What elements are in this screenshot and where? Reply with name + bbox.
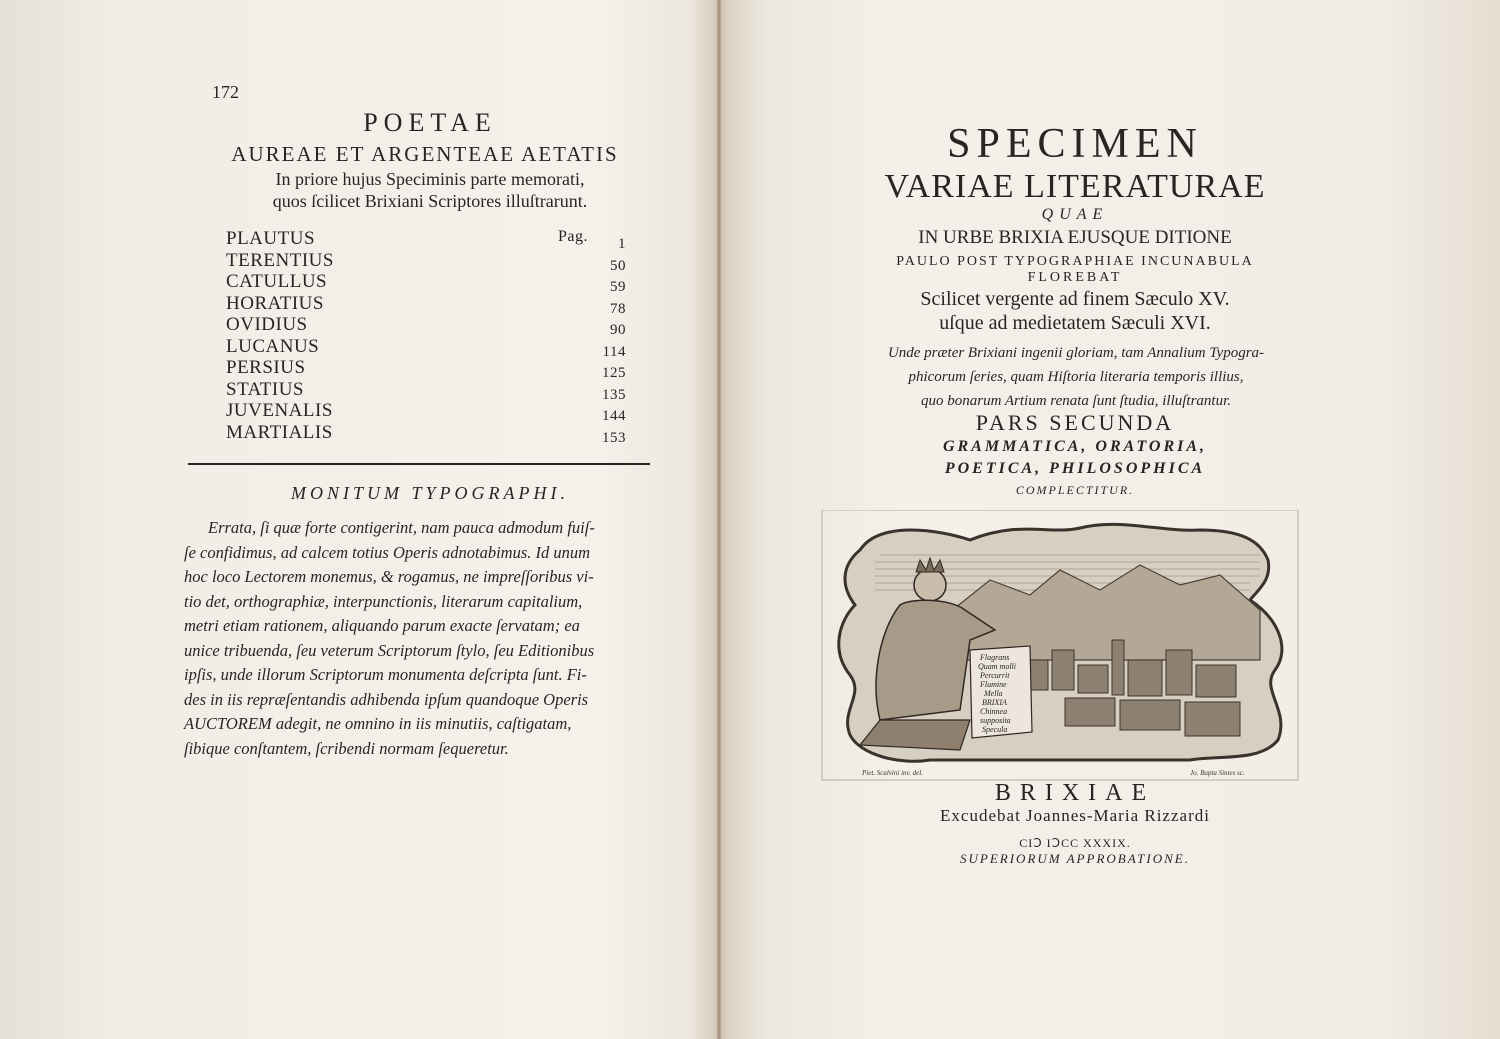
engraving-illustration — [820, 510, 1300, 782]
poetae-note-line: In priore hujus Speciminis parte memorati, — [275, 169, 585, 189]
book-gutter — [716, 0, 722, 1039]
poet-name: STATIUS — [226, 378, 304, 400]
scroll-line: Chinnea — [980, 707, 1008, 716]
title-grammatica: GRAMMATICA, ORATORIA, — [942, 438, 1208, 455]
left-page — [140, 70, 680, 970]
poet-index-list — [226, 228, 626, 446]
unde-line: phicorum ſeries, quam Hiſtoria literaria temporis illius, — [908, 369, 1244, 385]
poet-page: 114 — [602, 343, 626, 360]
title-usque: uſque ad medietatem Sæculi XVI. — [939, 312, 1211, 334]
monitum-line: des in iis repræſentandis adhibenda ipſum quandoque Operis — [184, 689, 589, 709]
poetae-heading: POETAE — [363, 108, 497, 137]
title-variae: VARIAE LITERATURAE — [884, 168, 1266, 205]
inscribed-scroll — [970, 646, 1032, 738]
monitum-line: ſe confidimus, ad calcem totius Operis adnotabimus. Id unum — [184, 542, 591, 562]
scroll-line: Percurrit — [980, 671, 1010, 680]
unde-line: Unde præter Brixiani ingenii gloriam, tam Annalium Typogra- — [887, 345, 1265, 361]
list-item — [226, 250, 626, 272]
scroll-line: Specula — [982, 725, 1008, 734]
poet-name: MARTIALIS — [226, 421, 333, 443]
title-specimen: SPECIMEN — [947, 121, 1203, 167]
poet-page: 50 — [610, 257, 626, 274]
monitum-heading: MONITUM TYPOGRAPHI. — [291, 483, 569, 503]
title-poetica: POETICA, PHILOSOPHICA — [944, 460, 1206, 477]
poet-page: 135 — [602, 386, 626, 403]
monitum-line: ſibique conſtantem, ſcribendi normam ſequeretur. — [184, 738, 509, 758]
poet-page: 153 — [602, 429, 626, 446]
poet-page: 144 — [602, 408, 626, 424]
divider-rule — [188, 463, 650, 465]
engraving-credit-left: Piet. Scalvini inv. del. — [862, 769, 923, 777]
list-item — [226, 336, 626, 358]
unde-line: quo bonarum Artium renata ſunt ſtudia, illuſtrantur. — [920, 393, 1232, 409]
poet-name: LUCANUS — [226, 335, 320, 357]
page-number: 172 — [212, 82, 239, 102]
title-complectitur: COMPLECTITUR. — [1015, 483, 1135, 497]
monitum-line: Errata, ſi quæ forte contigerint, nam pauca admodum fuiſ- — [208, 518, 595, 537]
list-item — [226, 293, 626, 315]
poet-page: 1 — [618, 236, 626, 252]
scroll-line: Flumine — [980, 680, 1007, 689]
monitum-line: hoc loco Lectorem monemus, & rogamus, ne impreſſoribus vi- — [184, 567, 594, 586]
list-item — [226, 422, 626, 444]
poet-name: OVIDIUS — [226, 314, 308, 335]
imprint-printer: Excudebat Joannes-Maria Rizzardi — [940, 806, 1210, 825]
monitum-line: ipſis, unde illorum Scriptorum monumenta deſcripta ſunt. Fi- — [184, 665, 587, 684]
title-unde-paragraph — [826, 341, 1326, 413]
title-paulo: PAULO POST TYPOGRAPHIAE INCUNABULA — [896, 254, 1254, 269]
monitum-paragraph — [184, 516, 654, 761]
poet-name: PERSIUS — [226, 357, 306, 378]
poetae-note-line: quos ſcilicet Brixiani Scriptores illuſtrarunt. — [272, 191, 588, 211]
poet-name: TERENTIUS — [226, 249, 334, 271]
monitum-line: unice tribuenda, ſeu veterum Scriptorum ſtylo, ſeu Editionibus — [184, 640, 595, 660]
poet-name: JUVENALIS — [226, 400, 333, 421]
scroll-line: supposita — [980, 716, 1011, 725]
list-item — [226, 271, 626, 293]
list-item — [226, 379, 626, 401]
scroll-line: Quam molli — [978, 662, 1016, 671]
list-item — [226, 228, 626, 250]
title-quae: QUAE — [1041, 206, 1109, 223]
poet-name: HORATIUS — [226, 292, 324, 314]
list-item — [226, 357, 626, 379]
list-item — [226, 400, 626, 422]
poet-page: 78 — [610, 300, 626, 317]
monitum-line: AUCTOREM adegit, ne omnino in iis minutiis, caſtigatam, — [184, 714, 572, 733]
scroll-line: BRIXIA — [982, 698, 1007, 707]
title-pars-secunda: PARS SECUNDA — [975, 410, 1175, 435]
poet-page: 59 — [610, 279, 626, 295]
poet-name: CATULLUS — [226, 271, 328, 292]
pag-label: Pag. — [558, 228, 588, 245]
title-urbe: IN URBE BRIXIA EJUSQUE DITIONE — [918, 227, 1232, 248]
title-florebat: FLOREBAT — [1027, 270, 1123, 285]
scroll-line: Mella — [984, 689, 1003, 698]
poet-page: 90 — [610, 322, 626, 338]
imprint-city: BRIXIAE — [994, 780, 1156, 806]
engraving-credit-right: Jo. Bapta Sintes sc. — [1190, 769, 1245, 777]
scroll-line: Flagrans — [980, 653, 1010, 662]
poet-page: 125 — [602, 365, 626, 381]
right-page — [780, 100, 1370, 920]
monitum-line: metri etiam rationem, aliquando parum exacte ſervatam; ea — [184, 616, 580, 635]
poetae-note — [200, 168, 660, 212]
poetae-subheading: AUREAE ET ARGENTEAE AETATIS — [231, 142, 619, 166]
imprint-year: CIↃ IↃCC XXXIX. — [1019, 836, 1131, 850]
imprint-approbation: SUPERIORUM APPROBATIONE. — [960, 851, 1190, 866]
title-scilicet: Scilicet vergente ad finem Sæculo XV. — [920, 288, 1230, 310]
monitum-line: tio det, orthographiæ, interpunctionis, literarum capitalium, — [184, 591, 583, 611]
list-item — [226, 314, 626, 336]
poet-name: PLAUTUS — [226, 228, 316, 249]
